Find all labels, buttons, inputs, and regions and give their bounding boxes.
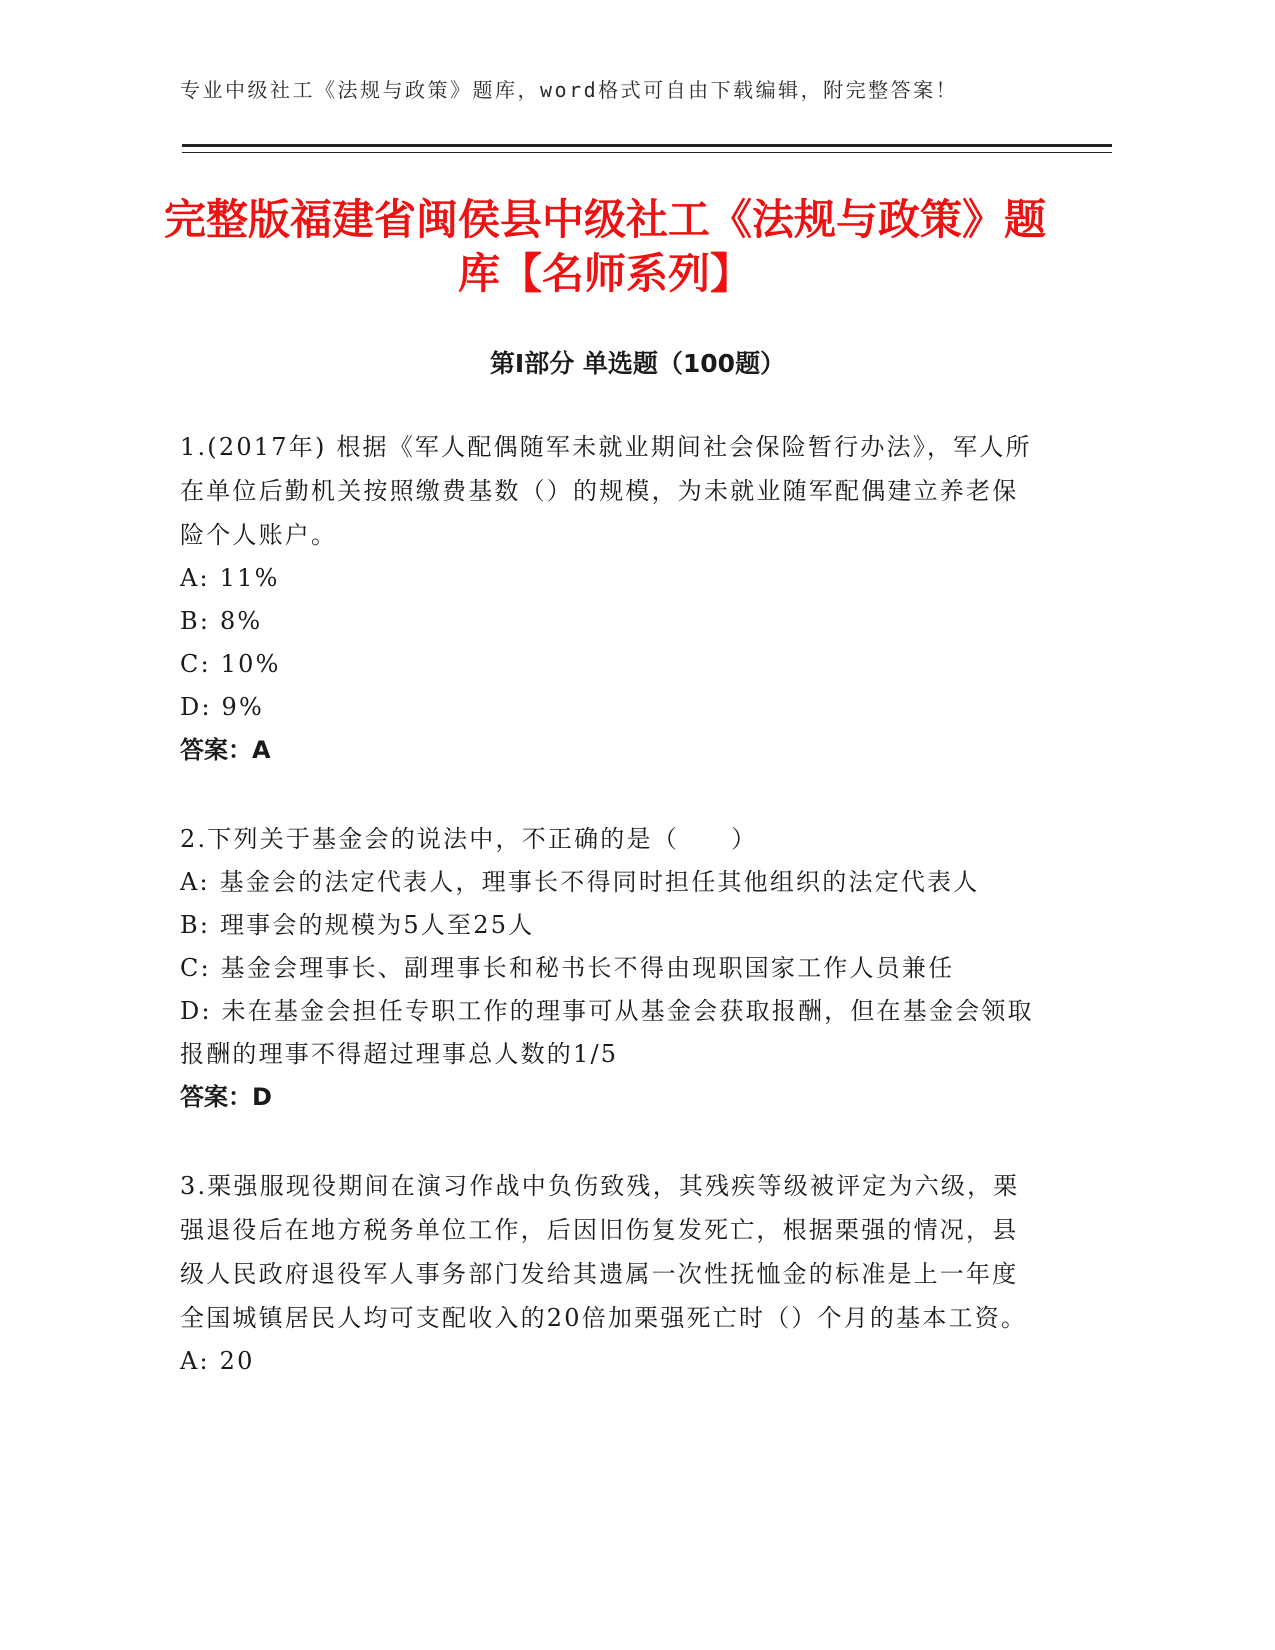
header-rule-thin [182,152,1112,153]
option-a: A: 基金会的法定代表人，理事长不得同时担任其他组织的法定代表人 [180,868,980,896]
option-a: A: 11% [180,564,280,592]
option-d: D: 未在基金会担任专职工作的理事可从基金会获取报酬，但在基金会领取报酬的理事不得超过理事总人数的1/5 [180,997,1034,1068]
question-stem: 2.下列关于基金会的说法中，不正确的是（ ） [180,825,758,853]
option-c: C: 基金会理事长、副理事长和秘书长不得由现职国家工作人员兼任 [180,954,955,982]
section-title: 第Ⅰ部分 单选题（100题） [489,349,786,378]
option-a: A: 20 [180,1347,255,1375]
answer: 答案：D [180,1083,272,1111]
answer: 答案：A [180,736,271,764]
option-d: D: 9% [180,693,265,721]
option-c: C: 10% [180,650,281,678]
question-block [180,1164,1035,1383]
header-rule-thick [182,144,1112,147]
option-b: B: 8% [180,607,263,635]
header-note: 专业中级社工《法规与政策》题库，word格式可自由下载编辑，附完整答案！ [180,78,959,102]
question-block [180,425,1035,772]
question-stem: 3.栗强服现役期间在演习作战中负伤致残，其残疾等级被评定为六级，栗强退役后在地方税务单位工作，后因旧伤复发死亡，根据栗强的情况，县级人民政府退役军人事务部门发给其遗属一次性抚恤金的标准是上一年度全国城镇居民人均可支配收入的20倍加栗强死亡时（）个月的基本工资。 [180,1172,1028,1332]
question-stem: 1.(2017年) 根据《军人配偶随军未就业期间社会保险暂行办法》，军人所在单位后勤机关按照缴费基数（）的规模，为未就业随军配偶建立养老保险个人账户。 [180,433,1032,549]
question-list [180,425,1035,1428]
document-title: 完整版福建省闽侯县中级社工《法规与政策》题库【名师系列】 [163,195,1046,298]
option-b: B: 理事会的规模为5人至25人 [180,911,535,939]
question-block [180,817,1035,1119]
